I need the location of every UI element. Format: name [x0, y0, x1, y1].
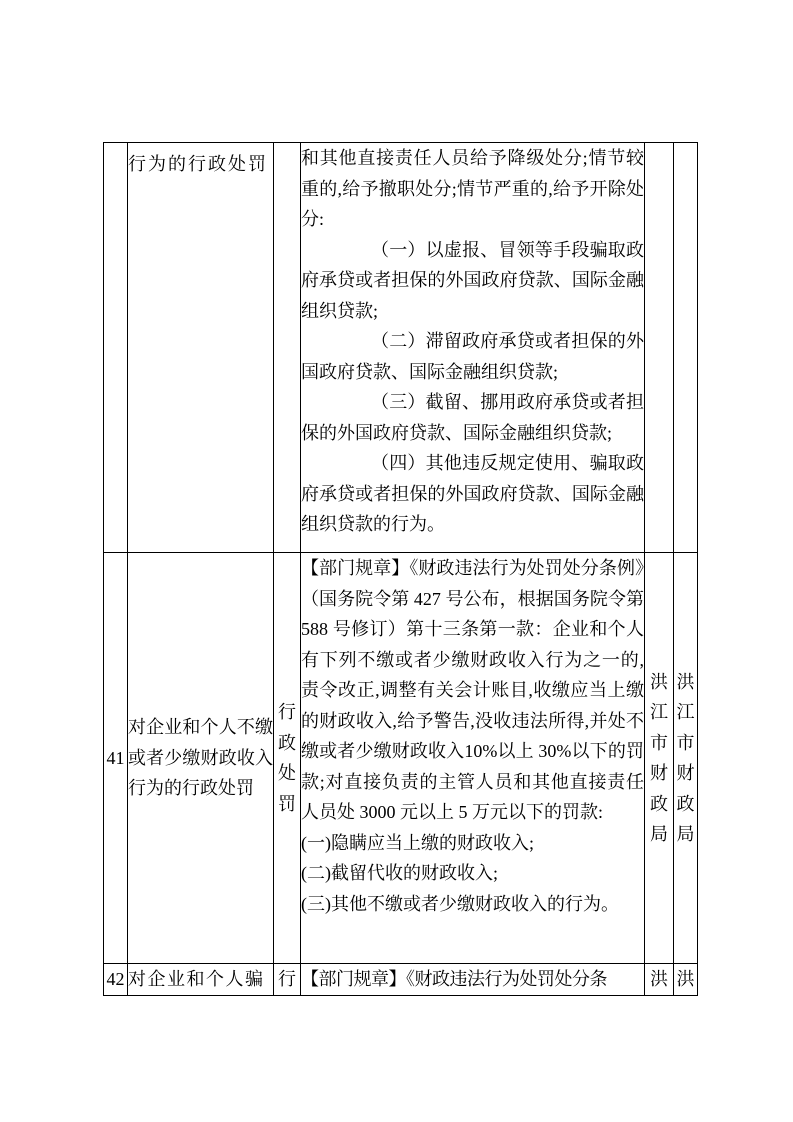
implementing-org: 洪江市财政局 [650, 671, 668, 844]
row-number: 41 [106, 747, 125, 768]
implementing-org-cell [674, 553, 698, 964]
row-number-cell [104, 143, 128, 553]
implementing-org-cell [645, 143, 674, 553]
legal-basis-cell [301, 964, 645, 996]
legal-basis-paragraph: (二)截留代收的财政收入; [301, 863, 498, 883]
implementing-org-cell [674, 964, 698, 996]
legal-basis-paragraph: (三)其他不缴或者少缴财政收入的行为。 [301, 893, 619, 914]
implementing-org: 洪 [676, 969, 695, 989]
power-category-cell [274, 553, 301, 964]
legal-basis-paragraph: （二）滞留政府承贷或者担保的外国政府贷款、国际金融组织贷款; [301, 331, 644, 382]
implementing-org-cell [645, 553, 674, 964]
table-row-42-partial [104, 964, 698, 996]
power-category: 行政处罚 [278, 702, 296, 814]
table-row-41 [104, 553, 698, 964]
power-category: 行 [278, 969, 296, 989]
power-name: 行为的行政处罚 [128, 154, 268, 174]
row-number-cell [104, 964, 128, 996]
legal-basis-cell [301, 553, 645, 964]
implementing-org-cell [645, 964, 674, 996]
implementing-org: 洪江市财政局 [676, 671, 695, 844]
table-row-40-continued [104, 143, 698, 553]
row-number-cell [104, 553, 128, 964]
row-number: 42 [106, 969, 125, 989]
legal-basis-paragraph: 【部门规章】《财政违法行为处罚处分条 [301, 969, 607, 989]
legal-basis-paragraph: 和其他直接责任人员给予降级处分;情节较重的,给予撤职处分;情节严重的,给予开除处分: [301, 148, 644, 229]
power-name-cell [128, 143, 274, 553]
power-name-cell [128, 964, 274, 996]
implementing-org-cell [674, 143, 698, 553]
power-name-cell [128, 553, 274, 964]
legal-basis-paragraph: （三）截留、挪用政府承贷或者担保的外国政府贷款、国际金融组织贷款; [301, 392, 644, 443]
power-list-table [103, 142, 698, 996]
legal-basis-paragraph: (一)隐瞒应当上缴的财政收入; [301, 832, 534, 853]
legal-basis-paragraph: 【部门规章】《财政违法行为处罚处分条例》（国务院令第 427 号公布，根据国务院令第 588 号修订）第十三条第一款：企业和个人有下列不缴或者少缴财政收入行为之一的,责令改正,调整有关会计账目,收缴应当上缴的财政收入,给予警告,没收违法所得,并处不缴或者少缴财政收入10%以上 30%以下的罚款;对直接负责的主管人员和其他直接责任人员处 3000 元以上 5 万元以下的罚款: [301, 558, 644, 822]
power-name: 对企业和个人骗 [128, 969, 265, 989]
legal-basis-paragraph: （四）其他违反规定使用、骗取政府承贷或者担保的外国政府贷款、国际金融组织贷款的行为。 [301, 453, 644, 534]
power-category-cell [274, 964, 301, 996]
legal-basis-cell [301, 143, 645, 553]
implementing-org: 洪 [650, 969, 668, 989]
power-category-cell [274, 143, 301, 553]
power-name: 对企业和个人不缴或者少缴财政收入行为的行政处罚 [128, 717, 273, 799]
legal-basis-paragraph: （一）以虚报、冒领等手段骗取政府承贷或者担保的外国政府贷款、国际金融组织贷款; [301, 239, 644, 321]
